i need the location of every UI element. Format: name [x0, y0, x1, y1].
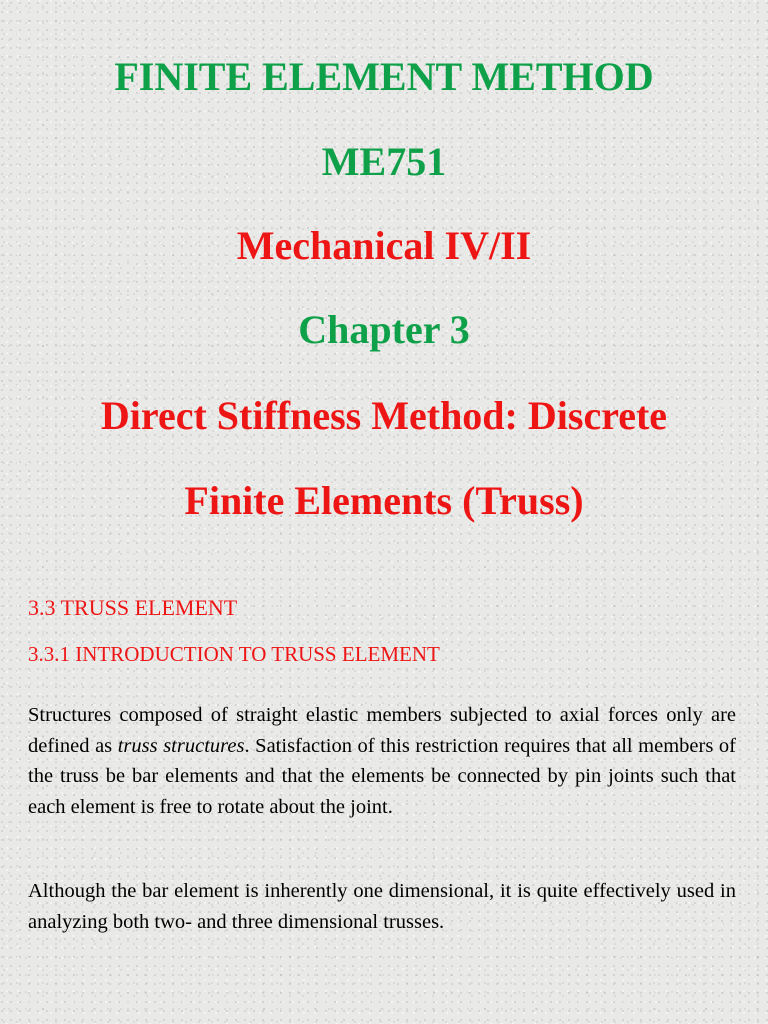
paragraph-1-text-start: Structures composed of straight elastic members subjected to axial forces only are defined as: [28, 704, 736, 757]
paragraph-truss-definition: [28, 700, 736, 822]
paragraph-1-emphasis: truss structures: [117, 734, 245, 757]
subsection-heading: 3.3.1 INTRODUCTION TO TRUSS ELEMENT: [28, 642, 440, 666]
chapter-title-line-2: Finite Elements (Truss): [184, 478, 584, 523]
program-title: Mechanical IV/II: [236, 223, 532, 268]
chapter-title-line-1: Direct Stiffness Method: Discrete: [100, 393, 668, 438]
section-heading: 3.3 TRUSS ELEMENT: [28, 595, 238, 620]
course-code: ME751: [321, 139, 447, 184]
paragraph-bar-element-usage: Although the bar element is inherently one dimensional, it is quite effectively used in analyzing both two- and three dimensional trusses.: [28, 880, 736, 933]
chapter-number: Chapter 3: [298, 307, 470, 352]
course-title: FINITE ELEMENT METHOD: [114, 54, 654, 99]
paragraph-1-text-end: . Satisfaction of this restriction requires that all members of the truss be bar elements and that the elements be connected by pin joints such that each element is free to rotate about the joint.: [28, 734, 736, 818]
